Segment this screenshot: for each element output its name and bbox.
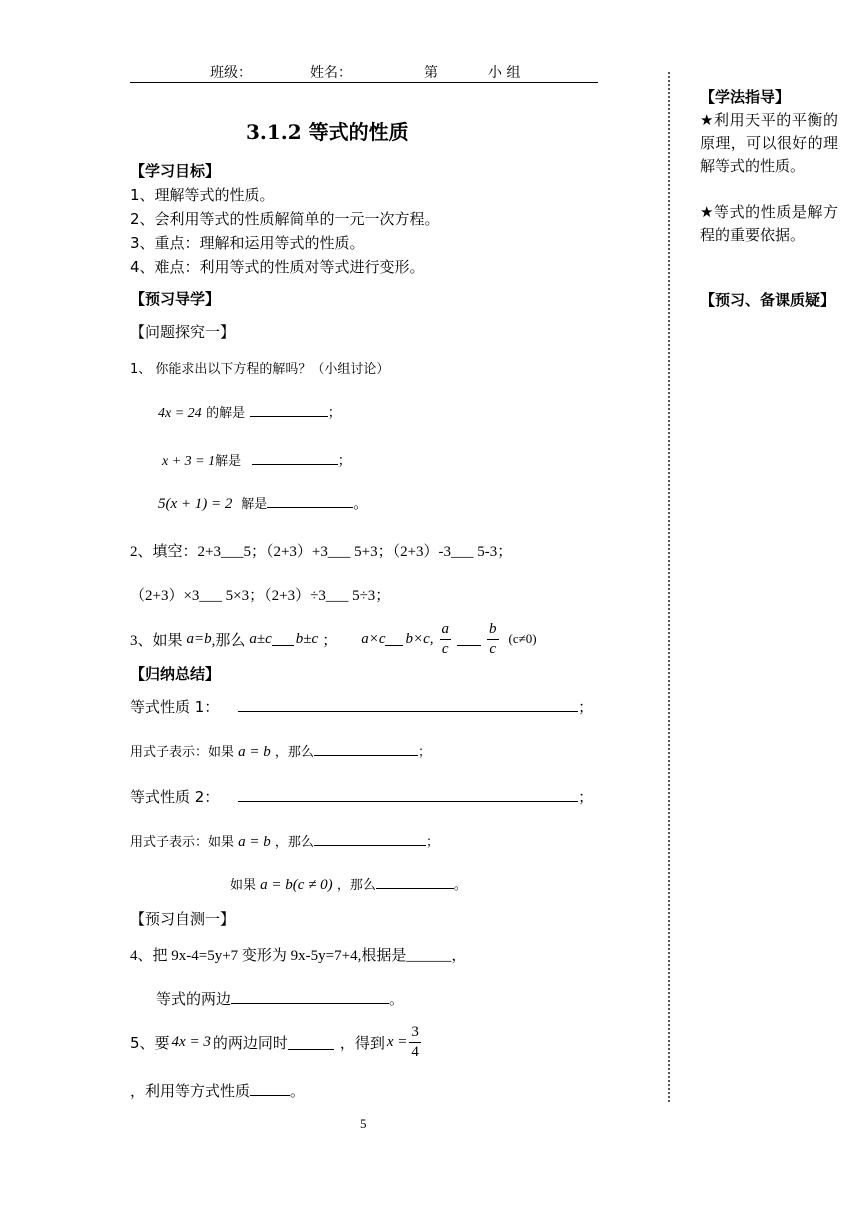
- numerator: 3: [409, 1025, 421, 1043]
- q3-cond: a=b: [186, 630, 212, 647]
- q5-eq: 4x = 3: [171, 1033, 211, 1050]
- period: 。: [290, 1082, 306, 1100]
- q5-row: [130, 1018, 423, 1066]
- answer-blank[interactable]: [288, 1035, 334, 1050]
- answer-blank[interactable]: [314, 741, 418, 756]
- objective-item: 1、理解等式的性质。: [130, 186, 275, 204]
- q1-eq2-suffix: 解是: [215, 454, 242, 469]
- q3-lead: 3、如果: [130, 632, 183, 649]
- group-suffix: 小 组: [488, 65, 521, 81]
- q4-line1: 4、把 9x-4=5y+7 变形为 9x-5y=7+4,根据是______，: [130, 948, 467, 964]
- semicolon: ；: [327, 405, 342, 421]
- objectives-heading: 【学习目标】: [130, 162, 221, 180]
- q3-condition: (c≠0): [508, 631, 537, 646]
- q5-line2: [130, 1080, 305, 1101]
- numerator: a: [440, 622, 452, 640]
- objective-item: 2、会利用等式的性质解简单的一元一次方程。: [130, 210, 440, 228]
- prop2-label: 等式性质 2：: [130, 788, 220, 806]
- q1-eq3-row: [158, 492, 368, 513]
- q4-line2: [156, 988, 404, 1009]
- prop1-label: 等式性质 1：: [130, 698, 220, 716]
- semicolon: ；: [578, 788, 594, 806]
- page-title: 3.1.2 等式的性质: [246, 120, 409, 144]
- q2-line2: （2+3）×3___ 5×3；（2+3）÷3___ 5÷3；: [130, 588, 391, 604]
- fraction-3-over-4: [409, 1025, 421, 1060]
- formula-eq: a = b: [238, 834, 271, 850]
- guide-tip-2: ★等式的性质是解方程的重要依据。: [700, 203, 838, 244]
- denominator: c: [489, 640, 497, 657]
- answer-blank[interactable]: [272, 633, 294, 646]
- prop2b-row: [230, 874, 467, 894]
- name-label: 姓名：: [310, 65, 352, 81]
- q5-line2-lead: ，利用等方式性质: [130, 1082, 251, 1100]
- numerator: b: [487, 622, 499, 640]
- objective-item: 3、重点：理解和运用等式的性质。: [130, 234, 365, 252]
- answer-blank[interactable]: [231, 989, 389, 1004]
- prop2-row: [130, 786, 593, 807]
- answer-blank[interactable]: [267, 493, 353, 508]
- answer-blank[interactable]: [385, 633, 403, 646]
- answer-blank[interactable]: [238, 697, 578, 712]
- guide-tip-1: ★利用天平的平衡的原理，可以很好的理解等式的性质。: [700, 111, 838, 175]
- q3-expr2: b±c: [295, 630, 319, 647]
- q5-lead: 5、要: [130, 1033, 170, 1052]
- formula-lead: 如果: [230, 878, 257, 893]
- q3-row: [130, 616, 537, 662]
- q5-x: x =: [386, 1033, 408, 1050]
- semicolon: ；: [425, 835, 439, 850]
- fraction-a-over-c: [440, 622, 452, 657]
- period: 。: [453, 878, 467, 893]
- answer-blank[interactable]: [314, 831, 426, 846]
- group-prefix: 第: [424, 65, 438, 81]
- q1-eq3-suffix: 解是: [241, 497, 268, 512]
- prop2-formula-row: [130, 831, 439, 851]
- selftest-heading: 【预习自测一】: [130, 910, 236, 928]
- explore-heading: 【问题探究一】: [130, 323, 236, 341]
- q2-line1: 2、填空：2+3___5；（2+3）+3___ 5+3；（2+3）-3___ 5-3；: [130, 544, 513, 560]
- formula-lead: 用式子表示：如果: [130, 745, 235, 760]
- formula-then: ，那么: [274, 835, 314, 850]
- semicolon: ；: [417, 745, 431, 760]
- q1-eq3: 5(x + 1) = 2: [158, 496, 233, 512]
- q5-mid: 的两边同时: [212, 1033, 288, 1052]
- formula-then: ，那么: [336, 878, 376, 893]
- answer-blank[interactable]: [238, 787, 578, 802]
- q1-eq2: x + 3 = 1: [162, 454, 216, 469]
- answer-blank[interactable]: [376, 874, 454, 889]
- q3-expr4: b×c,: [405, 630, 434, 647]
- semicolon: ；: [337, 453, 352, 469]
- doubt-heading: 【预习、备课质疑】: [700, 291, 836, 309]
- prop1-row: [130, 696, 593, 717]
- denominator: c: [441, 640, 449, 657]
- q5-got: ，得到: [339, 1033, 385, 1052]
- q1-eq1-row: [158, 402, 342, 422]
- class-label: 班级：: [210, 65, 252, 81]
- header-rule: [130, 82, 598, 83]
- q3-semicolon: ；: [322, 632, 338, 649]
- q1-eq2-row: [162, 450, 352, 470]
- q1-eq1-suffix: 的解是: [206, 406, 246, 421]
- q1-eq1: 4x = 24: [158, 406, 202, 421]
- preview-heading: 【预习导学】: [130, 290, 221, 308]
- answer-blank[interactable]: [250, 402, 328, 417]
- denominator: 4: [411, 1043, 419, 1060]
- q3-then: ,那么: [211, 632, 246, 649]
- prop1-formula-row: [130, 741, 431, 761]
- answer-blank[interactable]: [457, 633, 481, 646]
- summary-heading: 【归纳总结】: [130, 665, 221, 683]
- semicolon: ；: [578, 698, 594, 716]
- objective-item: 4、难点：利用等式的性质对等式进行变形。: [130, 258, 425, 276]
- period: 。: [353, 494, 369, 512]
- q1-prompt: 1、 你能求出以下方程的解吗？（小组讨论）: [130, 362, 390, 377]
- q3-expr3: a×c: [361, 630, 386, 647]
- q3-expr1: a±c: [249, 630, 272, 647]
- q4-lead: 等式的两边: [156, 990, 232, 1008]
- page-number: 5: [360, 1116, 367, 1131]
- formula-lead: 用式子表示：如果: [130, 835, 235, 850]
- formula-then: ，那么: [274, 745, 314, 760]
- column-divider: [668, 72, 670, 1102]
- answer-blank[interactable]: [252, 450, 338, 465]
- answer-blank[interactable]: [250, 1081, 290, 1096]
- period: 。: [389, 990, 405, 1008]
- formula-eq: a = b(c ≠ 0): [260, 877, 333, 893]
- guide-heading: 【学法指导】: [700, 88, 791, 106]
- fraction-b-over-c: [487, 622, 499, 657]
- formula-eq: a = b: [238, 744, 271, 760]
